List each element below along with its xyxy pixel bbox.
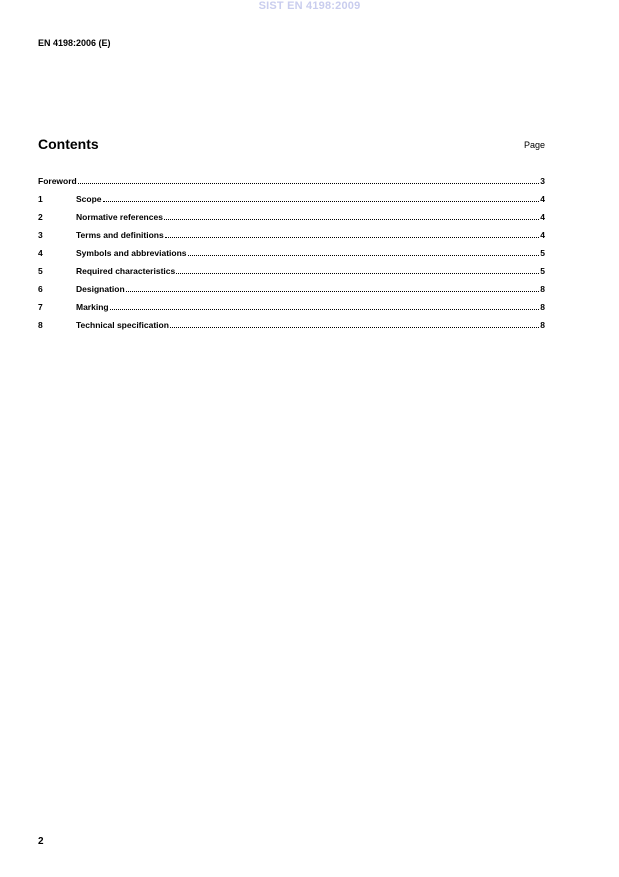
toc-entry-title[interactable]: Marking: [76, 302, 109, 312]
toc-leader-dots: [165, 237, 540, 238]
toc-leader-dots: [170, 327, 539, 328]
page-number: 2: [38, 836, 44, 847]
toc-entry-title[interactable]: Symbols and abbreviations: [76, 248, 187, 258]
toc-entry-required-characteristics[interactable]: [38, 265, 545, 283]
toc-entry-symbols-and-abbreviations[interactable]: [38, 247, 545, 265]
toc-entry-terms-and-definitions[interactable]: [38, 229, 545, 247]
toc-entry-title[interactable]: Foreword: [38, 176, 77, 186]
toc-leader-dots: [110, 309, 540, 310]
watermark: SIST EN 4198:2009: [258, 0, 361, 12]
toc-entry-foreword[interactable]: [38, 175, 545, 193]
toc-entry-page[interactable]: 5: [540, 248, 545, 258]
page-column-label: Page: [523, 140, 545, 150]
toc-entry-page[interactable]: 5: [540, 266, 545, 276]
toc-entry-designation[interactable]: [38, 283, 545, 301]
toc-entry-number: 4: [38, 248, 43, 258]
toc-entry-title[interactable]: Terms and definitions: [76, 230, 164, 240]
document-id: EN 4198:2006 (E): [38, 38, 111, 48]
toc-entry-number: 7: [38, 302, 43, 312]
toc-entry-title[interactable]: Required characteristics: [76, 266, 176, 276]
toc-entry-number: 6: [38, 284, 43, 294]
toc-entry-marking[interactable]: [38, 301, 545, 319]
toc-entry-number: 8: [38, 320, 43, 330]
toc-leader-dots: [78, 183, 540, 184]
toc-entry-technical-specification[interactable]: [38, 319, 545, 337]
toc-entry-title[interactable]: Normative references: [76, 212, 163, 222]
contents-title: Contents: [38, 136, 99, 152]
table-of-contents: [38, 175, 545, 337]
toc-entry-page[interactable]: 8: [540, 284, 545, 294]
toc-entry-page[interactable]: 4: [540, 230, 545, 240]
toc-leader-dots: [103, 201, 540, 202]
toc-entry-page[interactable]: 3: [540, 176, 545, 186]
toc-entry-page[interactable]: 4: [540, 212, 545, 222]
toc-leader-dots: [126, 291, 540, 292]
toc-entry-normative-references[interactable]: [38, 211, 545, 229]
toc-entry-number: 5: [38, 266, 43, 276]
toc-entry-number: 1: [38, 194, 43, 204]
toc-entry-page[interactable]: 4: [540, 194, 545, 204]
toc-entry-title[interactable]: Scope: [76, 194, 102, 204]
toc-entry-title[interactable]: Technical specification: [76, 320, 169, 330]
toc-entry-page[interactable]: 8: [540, 302, 545, 312]
toc-leader-dots: [188, 255, 540, 256]
toc-entry-title[interactable]: Designation: [76, 284, 125, 294]
toc-entry-page[interactable]: 8: [540, 320, 545, 330]
toc-entry-number: 2: [38, 212, 43, 222]
toc-leader-dots: [164, 219, 539, 220]
contents-header: [38, 136, 545, 156]
toc-leader-dots: [176, 273, 539, 274]
toc-entry-number: 3: [38, 230, 43, 240]
toc-entry-scope[interactable]: [38, 193, 545, 211]
